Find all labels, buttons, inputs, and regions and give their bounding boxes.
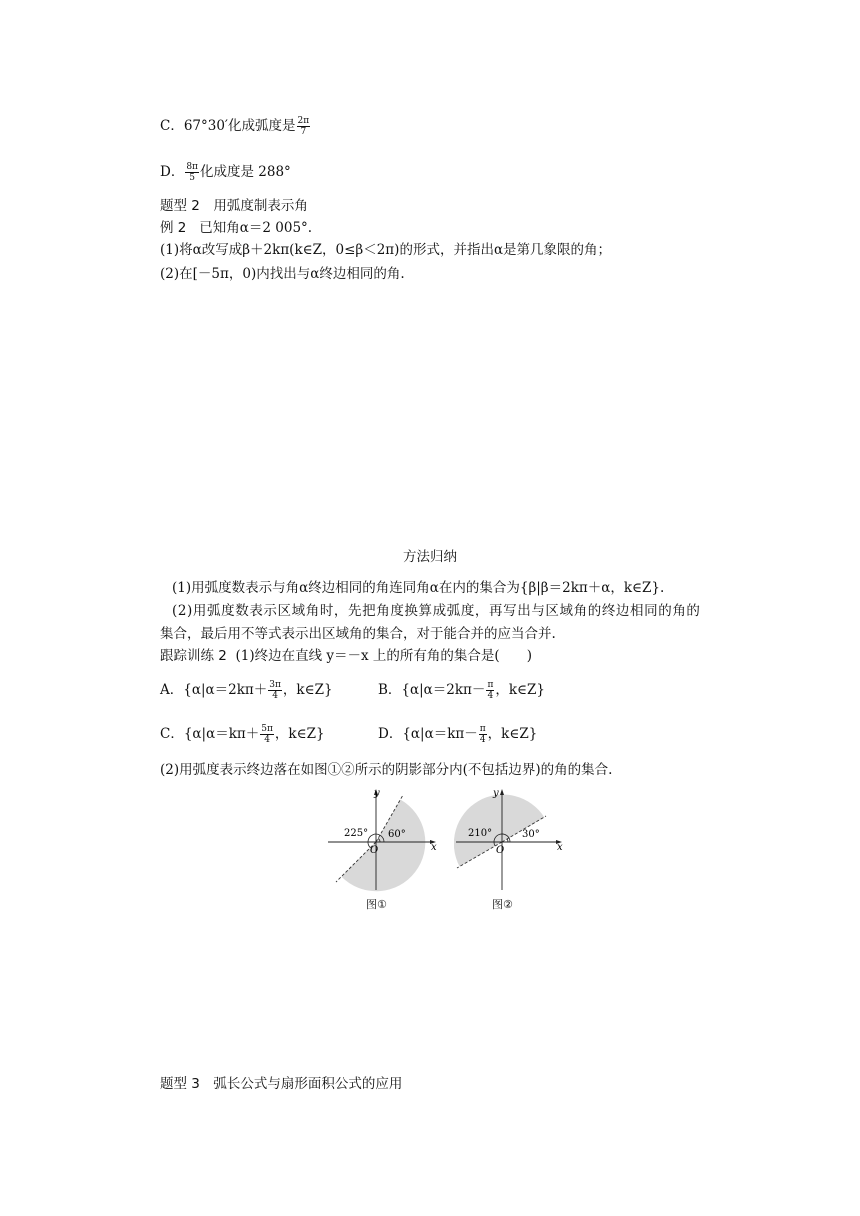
figure-1-y-label: y (374, 788, 380, 799)
practice2-q1: 跟踪训练 2 (1)终边在直线 y＝－x 上的所有角的集合是( ) (160, 648, 532, 664)
practice2-label: 跟踪训练 2 (160, 648, 227, 664)
type3-title: 题型 3 弧长公式与扇形面积公式的应用 (160, 1076, 403, 1092)
figure-2-angle-big: 210° (468, 828, 493, 839)
example2-part1: (1)将α改写成β＋2kπ(k∈Z，0≤β＜2π)的形式，并指出α是第几象限的角； (160, 242, 612, 258)
figure-2-y-label: y (493, 788, 499, 799)
example2-part2: (2)在[－5π，0)内找出与α终边相同的角. (160, 266, 405, 282)
fraction: $\frac{3\pi}{4}$ (269, 680, 281, 701)
figure-1-shaded-region (341, 800, 425, 892)
figure-2-caption: 图② (492, 898, 513, 911)
figure-1-x-label: x (431, 842, 437, 853)
method-line3: 集合，最后用不等式表示出区域角的集合，对于能合并的应当合并. (160, 626, 556, 642)
example2 (160, 218, 312, 238)
practice2-option-b: B．{α|α＝2kπ－ $\frac{\pi}{4}$ ，k∈Z} (378, 680, 546, 701)
practice2-option-a: A．{α|α＝2kπ＋ $\frac{3\pi}{4}$ ，k∈Z} (160, 680, 333, 701)
fraction: $\frac{2\pi}{7}$ (297, 116, 310, 137)
figure-1 (326, 784, 442, 898)
practice2-option-d: D．{α|α＝kπ－ $\frac{\pi}{4}$ ，k∈Z} (378, 724, 538, 745)
figure-2-x-label: x (557, 842, 563, 853)
method-title: 方法归纳 (403, 549, 457, 565)
method-line1: (1)用弧度数表示与角α终边相同的角连同角α在内的集合为{β|β＝2kπ＋α，k∈Z}. (172, 580, 665, 596)
option-d-prev: D． $\frac{8\pi}{5}$ 化成度是 288° (160, 162, 291, 183)
fraction: $\frac{\pi}{4}$ (487, 680, 494, 701)
figure-2-origin: O (496, 845, 505, 856)
option-c-prev (160, 116, 311, 137)
option-c-prev-text: C．67°30′化成弧度是 (160, 118, 296, 134)
example2-label: 例 2 (160, 220, 187, 236)
figure-1-angle-big: 225° (344, 828, 369, 839)
practice2-q2: (2)用弧度表示终边落在如图①②所示的阴影部分内(不包括边界)的角的集合. (160, 762, 613, 778)
figure-2-angle-small: 30° (522, 829, 540, 840)
fraction: $\frac{\pi}{4}$ (479, 724, 486, 745)
fraction: $\frac{8\pi}{5}$ (186, 162, 198, 183)
practice2-option-c: C．{α|α＝kπ＋ $\frac{5\pi}{4}$ ，k∈Z} (160, 724, 325, 745)
figure-1-angle-small: 60° (388, 829, 406, 840)
figure-1-caption: 图① (366, 898, 387, 911)
type2-title: 题型 2 用弧度制表示角 (160, 198, 308, 214)
figure-1-origin: O (370, 845, 379, 856)
figure-2 (454, 784, 570, 898)
method-line2: (2)用弧度数表示区域角时，先把角度换算成弧度，再写出与区域角的终边相同的角的 (172, 603, 701, 619)
example2-text: 已知角α＝2 005°. (199, 220, 313, 236)
fraction: $\frac{5\pi}{4}$ (261, 724, 273, 745)
figure-2-diagram (454, 784, 570, 894)
figure-1-diagram (326, 784, 442, 894)
